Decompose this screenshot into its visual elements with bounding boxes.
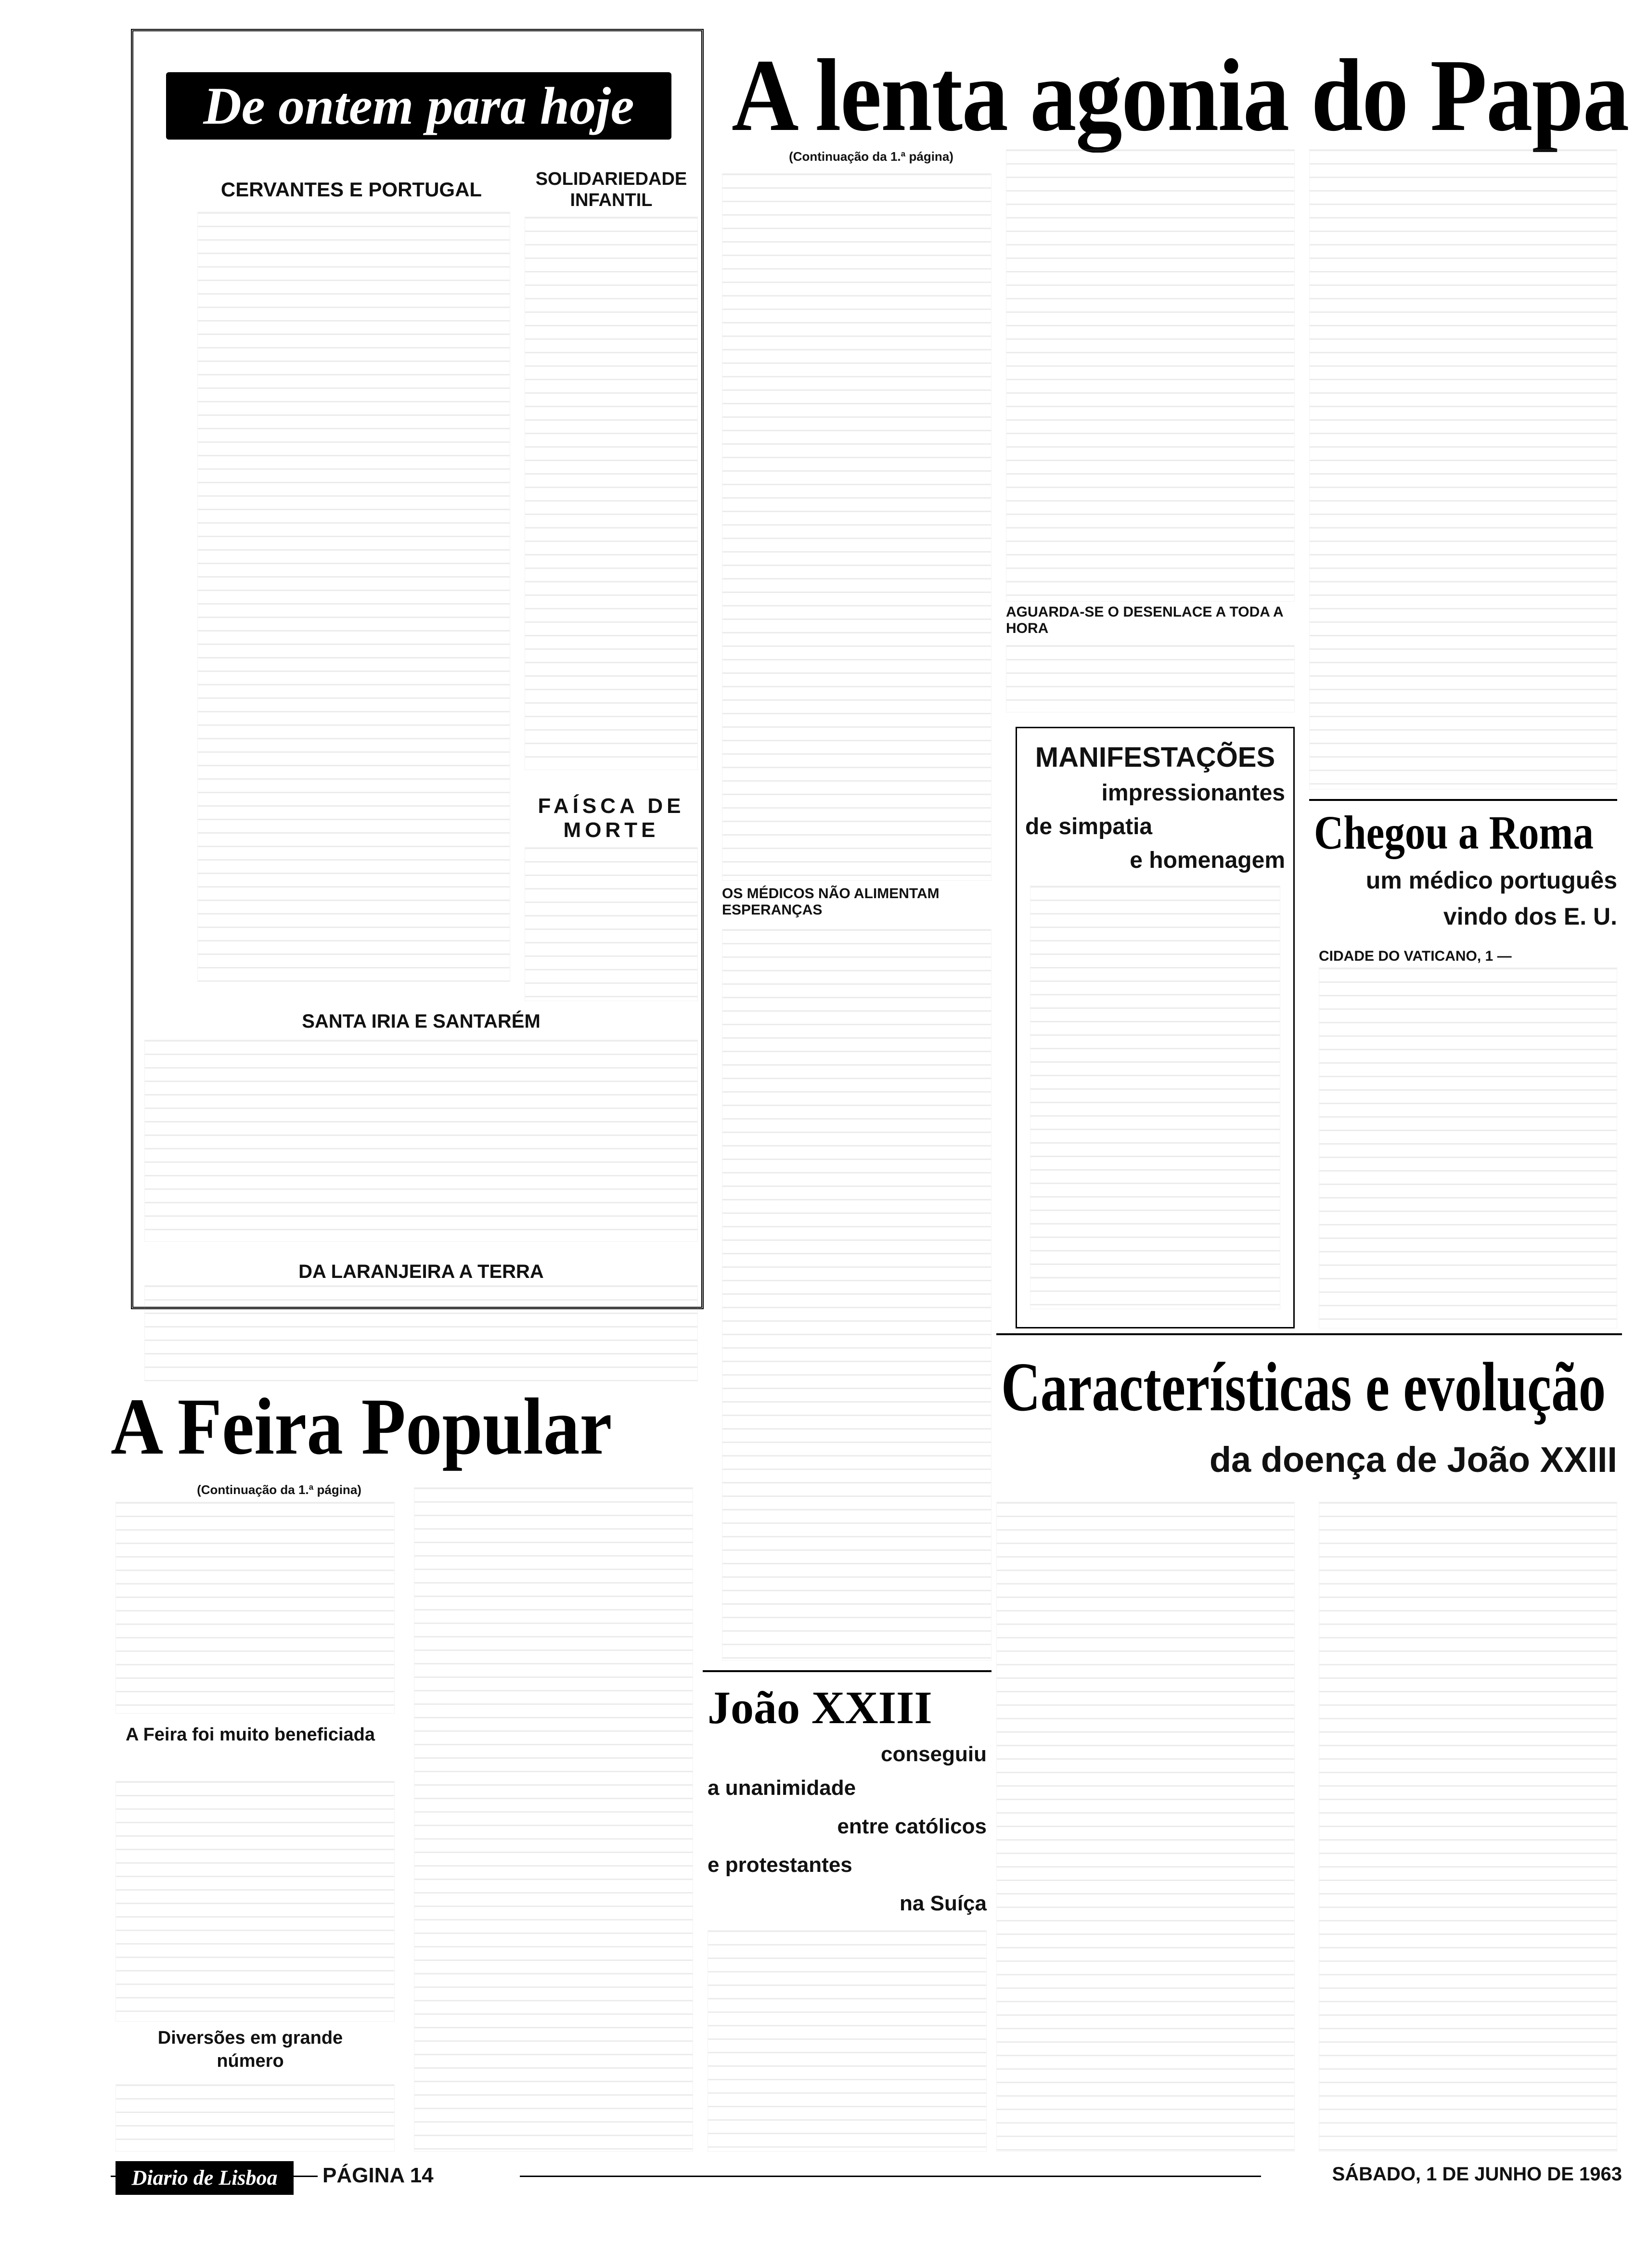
joao-line3: a unanimidade — [708, 1776, 856, 1800]
cervantes-body — [197, 212, 510, 982]
laranjeira-body — [144, 1285, 698, 1381]
santa-iria-body — [144, 1040, 698, 1242]
feira-col1-body — [116, 1502, 395, 1714]
feira-continuation: (Continuação da 1.ª página) — [197, 1482, 361, 1497]
feira-col1-body-2 — [116, 1781, 395, 2022]
feira-sub2: Diversões em grande número — [157, 2028, 343, 2071]
feira-title: A Feira Popular — [111, 1382, 612, 1471]
feira-col1-body-3 — [116, 2084, 395, 2152]
papa-continuation: (Continuação da 1.ª página) — [789, 149, 953, 164]
papa-col2-body-2 — [1006, 645, 1295, 712]
solidariedade-title: SOLIDARIEDADE INFANTIL — [535, 169, 687, 210]
footer-date: SÁBADO, 1 DE JUNHO DE 1963 — [1261, 2164, 1627, 2185]
joao-rule — [703, 1670, 991, 1672]
joao-body — [708, 1930, 987, 2152]
papa-sub1: OS MÉDICOS NÃO ALIMENTAM ESPERANÇAS — [722, 886, 940, 918]
manifestacoes-body — [1030, 886, 1280, 1309]
manifestacoes-line3: de simpatia — [1025, 814, 1153, 839]
joao-line5: e protestantes — [708, 1853, 852, 1877]
banner-text: De ontem para hoje — [203, 77, 634, 135]
manifestacoes-line4: e homenagem — [1130, 848, 1285, 873]
papa-col2-body — [1006, 149, 1295, 602]
chegou-line2: um médico português — [1365, 867, 1617, 894]
solidariedade-body — [525, 217, 698, 770]
joao-title: João XXIII — [708, 1682, 932, 1733]
chegou-body — [1319, 967, 1617, 1328]
joao-line2: conseguiu — [880, 1742, 987, 1766]
santa-iria-title: SANTA IRIA E SANTARÉM — [302, 1011, 541, 1032]
chegou-dateline: CIDADE DO VATICANO, 1 — — [1319, 948, 1512, 964]
chegou-line3: vindo dos E. U. — [1443, 903, 1617, 930]
cervantes-title: CERVANTES E PORTUGAL — [220, 178, 482, 201]
manifestacoes-title: MANIFESTAÇÕES — [1035, 742, 1275, 773]
caracteristicas-rule — [996, 1333, 1622, 1335]
chegou-title: Chegou a Roma — [1314, 806, 1594, 859]
caracteristicas-title: Características e evolução — [1001, 1349, 1606, 1426]
papa-col3-body — [1309, 149, 1617, 789]
caracteristicas-col1 — [996, 1502, 1295, 2152]
caracteristicas-line2: da doença de João XXIII — [1209, 1440, 1617, 1480]
banner — [166, 72, 671, 140]
faisca-title: FAÍSCA DE MORTE — [538, 794, 685, 842]
laranjeira-title: DA LARANJEIRA A TERRA — [298, 1261, 544, 1282]
joao-line6: na Suíça — [900, 1892, 987, 1915]
footer-paper-name: Diario de Lisboa — [131, 2166, 278, 2190]
footer-page: PÁGINA 14 — [318, 2164, 520, 2188]
joao-line4: entre católicos — [837, 1815, 987, 1838]
footer-masthead — [116, 2161, 294, 2195]
caracteristicas-col2 — [1319, 1502, 1617, 2152]
papa-sub2: AGUARDA-SE O DESENLACE A TODA A HORA — [1006, 604, 1283, 636]
feira-sub1: A Feira foi muito beneficiada — [125, 1725, 375, 1745]
manifestacoes-line2: impressionantes — [1101, 780, 1285, 806]
papa-col1-body — [722, 173, 991, 881]
feira-col2-body — [414, 1487, 693, 2152]
chegou-rule — [1309, 799, 1617, 801]
papa-col1-body-2 — [722, 929, 991, 1661]
main-title: A lenta agonia do Papa — [732, 38, 1629, 153]
faisca-body — [525, 847, 698, 1001]
